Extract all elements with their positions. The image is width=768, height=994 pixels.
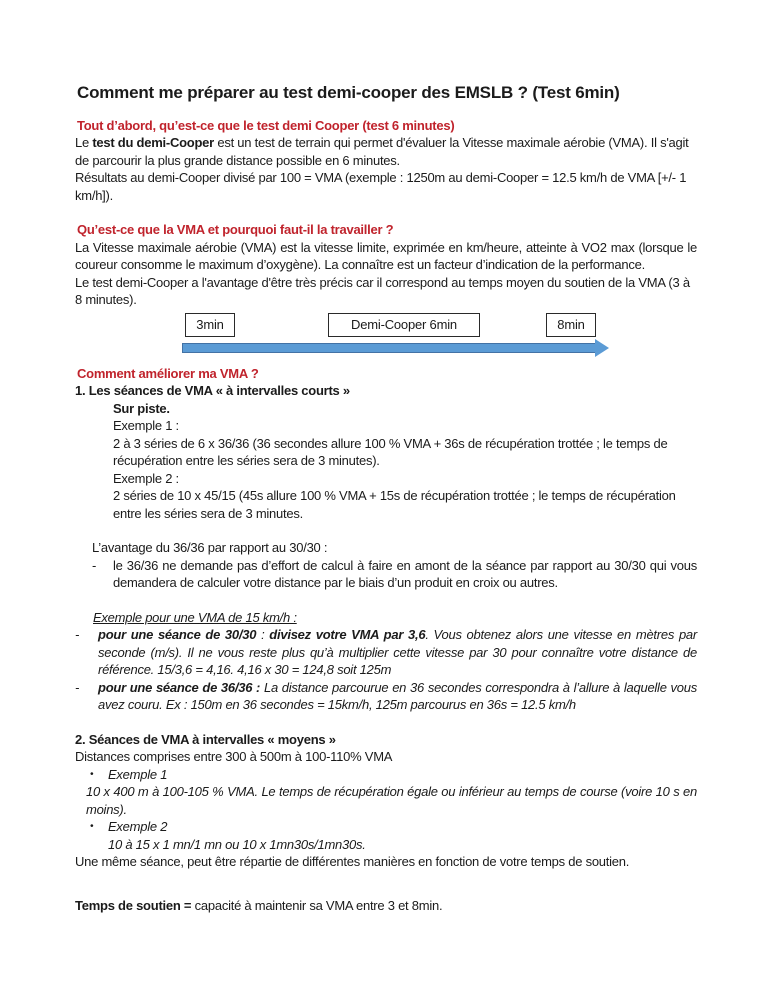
- text-run: est un test de terrain qui permet d'évaluer la Vitesse maximale aérobie (VMA). Il s'agit de parcourir la plus grande distance possible en 6 minutes.: [75, 135, 689, 168]
- bullet-label: Exemple 1: [108, 766, 168, 782]
- text-run: capacité à maintenir sa VMA entre 3 et 8min.: [191, 897, 443, 913]
- list-item-seance-3636: [75, 679, 697, 714]
- list-item-text: [98, 626, 697, 679]
- paragraph-exemple-1-detail: 2 à 3 séries de 6 x 36/36 (36 secondes allure 100 % VMA + 36s de récupération trottée ; le temps de récupération entre les séries sera de 3 minutes).: [113, 435, 668, 468]
- text-run: . Vous obtenez alors une vitesse en mètres par seconde (m/s). Il ne vous reste plus qu’à multiplier cette vitesse par 30 pour connaître votre distance de référence. 15/3,6 = 4,16. 4,16 x 30 = 124,8 soit 125m: [98, 627, 697, 677]
- bullet-item-exemple-2: [90, 818, 697, 836]
- bullet-item-exemple-1: [90, 766, 697, 784]
- text-run-bold: test du demi-Cooper: [92, 135, 214, 150]
- text-run: La distance parcourue en 36 secondes correspondra à l’allure à laquelle vous avez couru. Ex : 150m en 36 secondes = 15km/h, 125m parcourus en 36s = 12.5 km/h: [98, 679, 697, 712]
- label-exemple-2: Exemple 2 :: [113, 470, 179, 486]
- paragraph-seances-intervalles-courts: 1. Les séances de VMA « à intervalles courts »: [75, 383, 350, 398]
- paragraph-distances: Distances comprises entre 300 à 500m à 100-110% VMA: [75, 749, 393, 764]
- heading-ameliorer-vma: Comment améliorer ma VMA ?: [77, 365, 259, 381]
- bullet-marker: •: [90, 821, 94, 832]
- timeline-box-3min: 3min: [185, 313, 235, 337]
- blank-line: [75, 871, 697, 888]
- timeline-box-8min: 8min: [546, 313, 596, 337]
- paragraph-seances-intervalles-moyens: 2. Séances de VMA à intervalles « moyens »: [75, 731, 336, 747]
- heading-test-demi-cooper: Tout d’abord, qu’est-ce que le test demi Cooper (test 6 minutes): [77, 117, 455, 133]
- text-run-bold: Temps de soutien =: [75, 897, 192, 913]
- blank-line: [75, 592, 697, 609]
- paragraph-demi-cooper-definition: [75, 134, 697, 169]
- timeline-arrow-shaft: [182, 343, 596, 353]
- paragraph-resultats-formule: Résultats au demi-Cooper divisé par 100 = VMA (exemple : 1250m au demi-Cooper = 12.5 km/h de VMA [+/- 1 km/h]).: [75, 170, 687, 203]
- paragraph-exemple-1-moyens: 10 x 400 m à 100-105 % VMA. Le temps de récupération égale ou inférieur au temps de course (voire 10 s en moins).: [86, 784, 697, 817]
- paragraph-exemple-2-moyens: 10 à 15 x 1 mn/1 mn ou 10 x 1mn30s/1mn30s.: [108, 836, 366, 852]
- paragraph-test-avantage: Le test demi-Cooper a l'avantage d'être très précis car il correspond au temps moyen du soutien de la VMA (3 à 8 minutes).: [75, 274, 690, 307]
- text-run: Le: [75, 135, 93, 150]
- label-exemple-1: Exemple 1 :: [113, 418, 179, 433]
- list-item-text: le 36/36 ne demande pas d’effort de calcul à faire en amont de la séance par rapport au 30/30 qui vous demandera de calculer votre distance par le biais d’un produit en croix ou autres.: [113, 557, 697, 590]
- dash-marker: -: [75, 679, 80, 695]
- list-item-text: [98, 679, 697, 714]
- dash-marker: -: [92, 557, 97, 573]
- bullet-label: Exemple 2: [108, 819, 168, 834]
- list-item-avantage-3636: [92, 557, 697, 592]
- paragraph-temps-de-soutien: [75, 897, 697, 915]
- text-run-bold: pour une séance de 30/30: [98, 627, 257, 642]
- text-run: :: [256, 627, 270, 642]
- page-title: Comment me préparer au test demi-cooper des EMSLB ? (Test 6min): [77, 83, 620, 102]
- timeline-diagram: [182, 313, 612, 357]
- list-item-seance-3030: [75, 626, 697, 679]
- blank-line: [75, 204, 697, 221]
- blank-line: [75, 522, 697, 539]
- blank-line: [75, 888, 697, 897]
- paragraph-sur-piste: Sur piste.: [113, 400, 170, 416]
- text-run-bold: pour une séance de 36/36 :: [98, 679, 261, 695]
- timeline-arrow-head-icon: [595, 339, 609, 357]
- paragraph-exemple-2-detail: 2 séries de 10 x 45/15 (45s allure 100 % VMA + 15s de récupération trottée ; le temps de récupération entre les séries sera de 3 minutes.: [113, 488, 676, 521]
- timeline-box-demi-cooper-6min: Demi-Cooper 6min: [328, 313, 480, 337]
- bullet-marker: •: [90, 768, 94, 780]
- paragraph-avantage-3636-intro: L’avantage du 36/36 par rapport au 30/30 :: [92, 540, 328, 555]
- heading-quest-ce-que-vma: Qu’est-ce que la VMA et pourquoi faut-il la travailler ?: [77, 222, 394, 237]
- paragraph-meme-seance: Une même séance, peut être répartie de différentes manières en fonction de votre temps de soutien.: [75, 854, 630, 869]
- paragraph-vma-definition: La Vitesse maximale aérobie (VMA) est la vitesse limite, exprimée en km/heure, atteinte à VO2 max (lorsque le coureur consomme le maximum d’oxygène). La connaître est un facteur d’indication de la performance.: [75, 239, 697, 272]
- blank-line: [75, 714, 697, 731]
- text-run-bold: divisez votre VMA par 3,6: [269, 627, 426, 642]
- heading-exemple-vma-15: Exemple pour une VMA de 15 km/h :: [93, 609, 297, 625]
- dash-marker: -: [75, 627, 80, 642]
